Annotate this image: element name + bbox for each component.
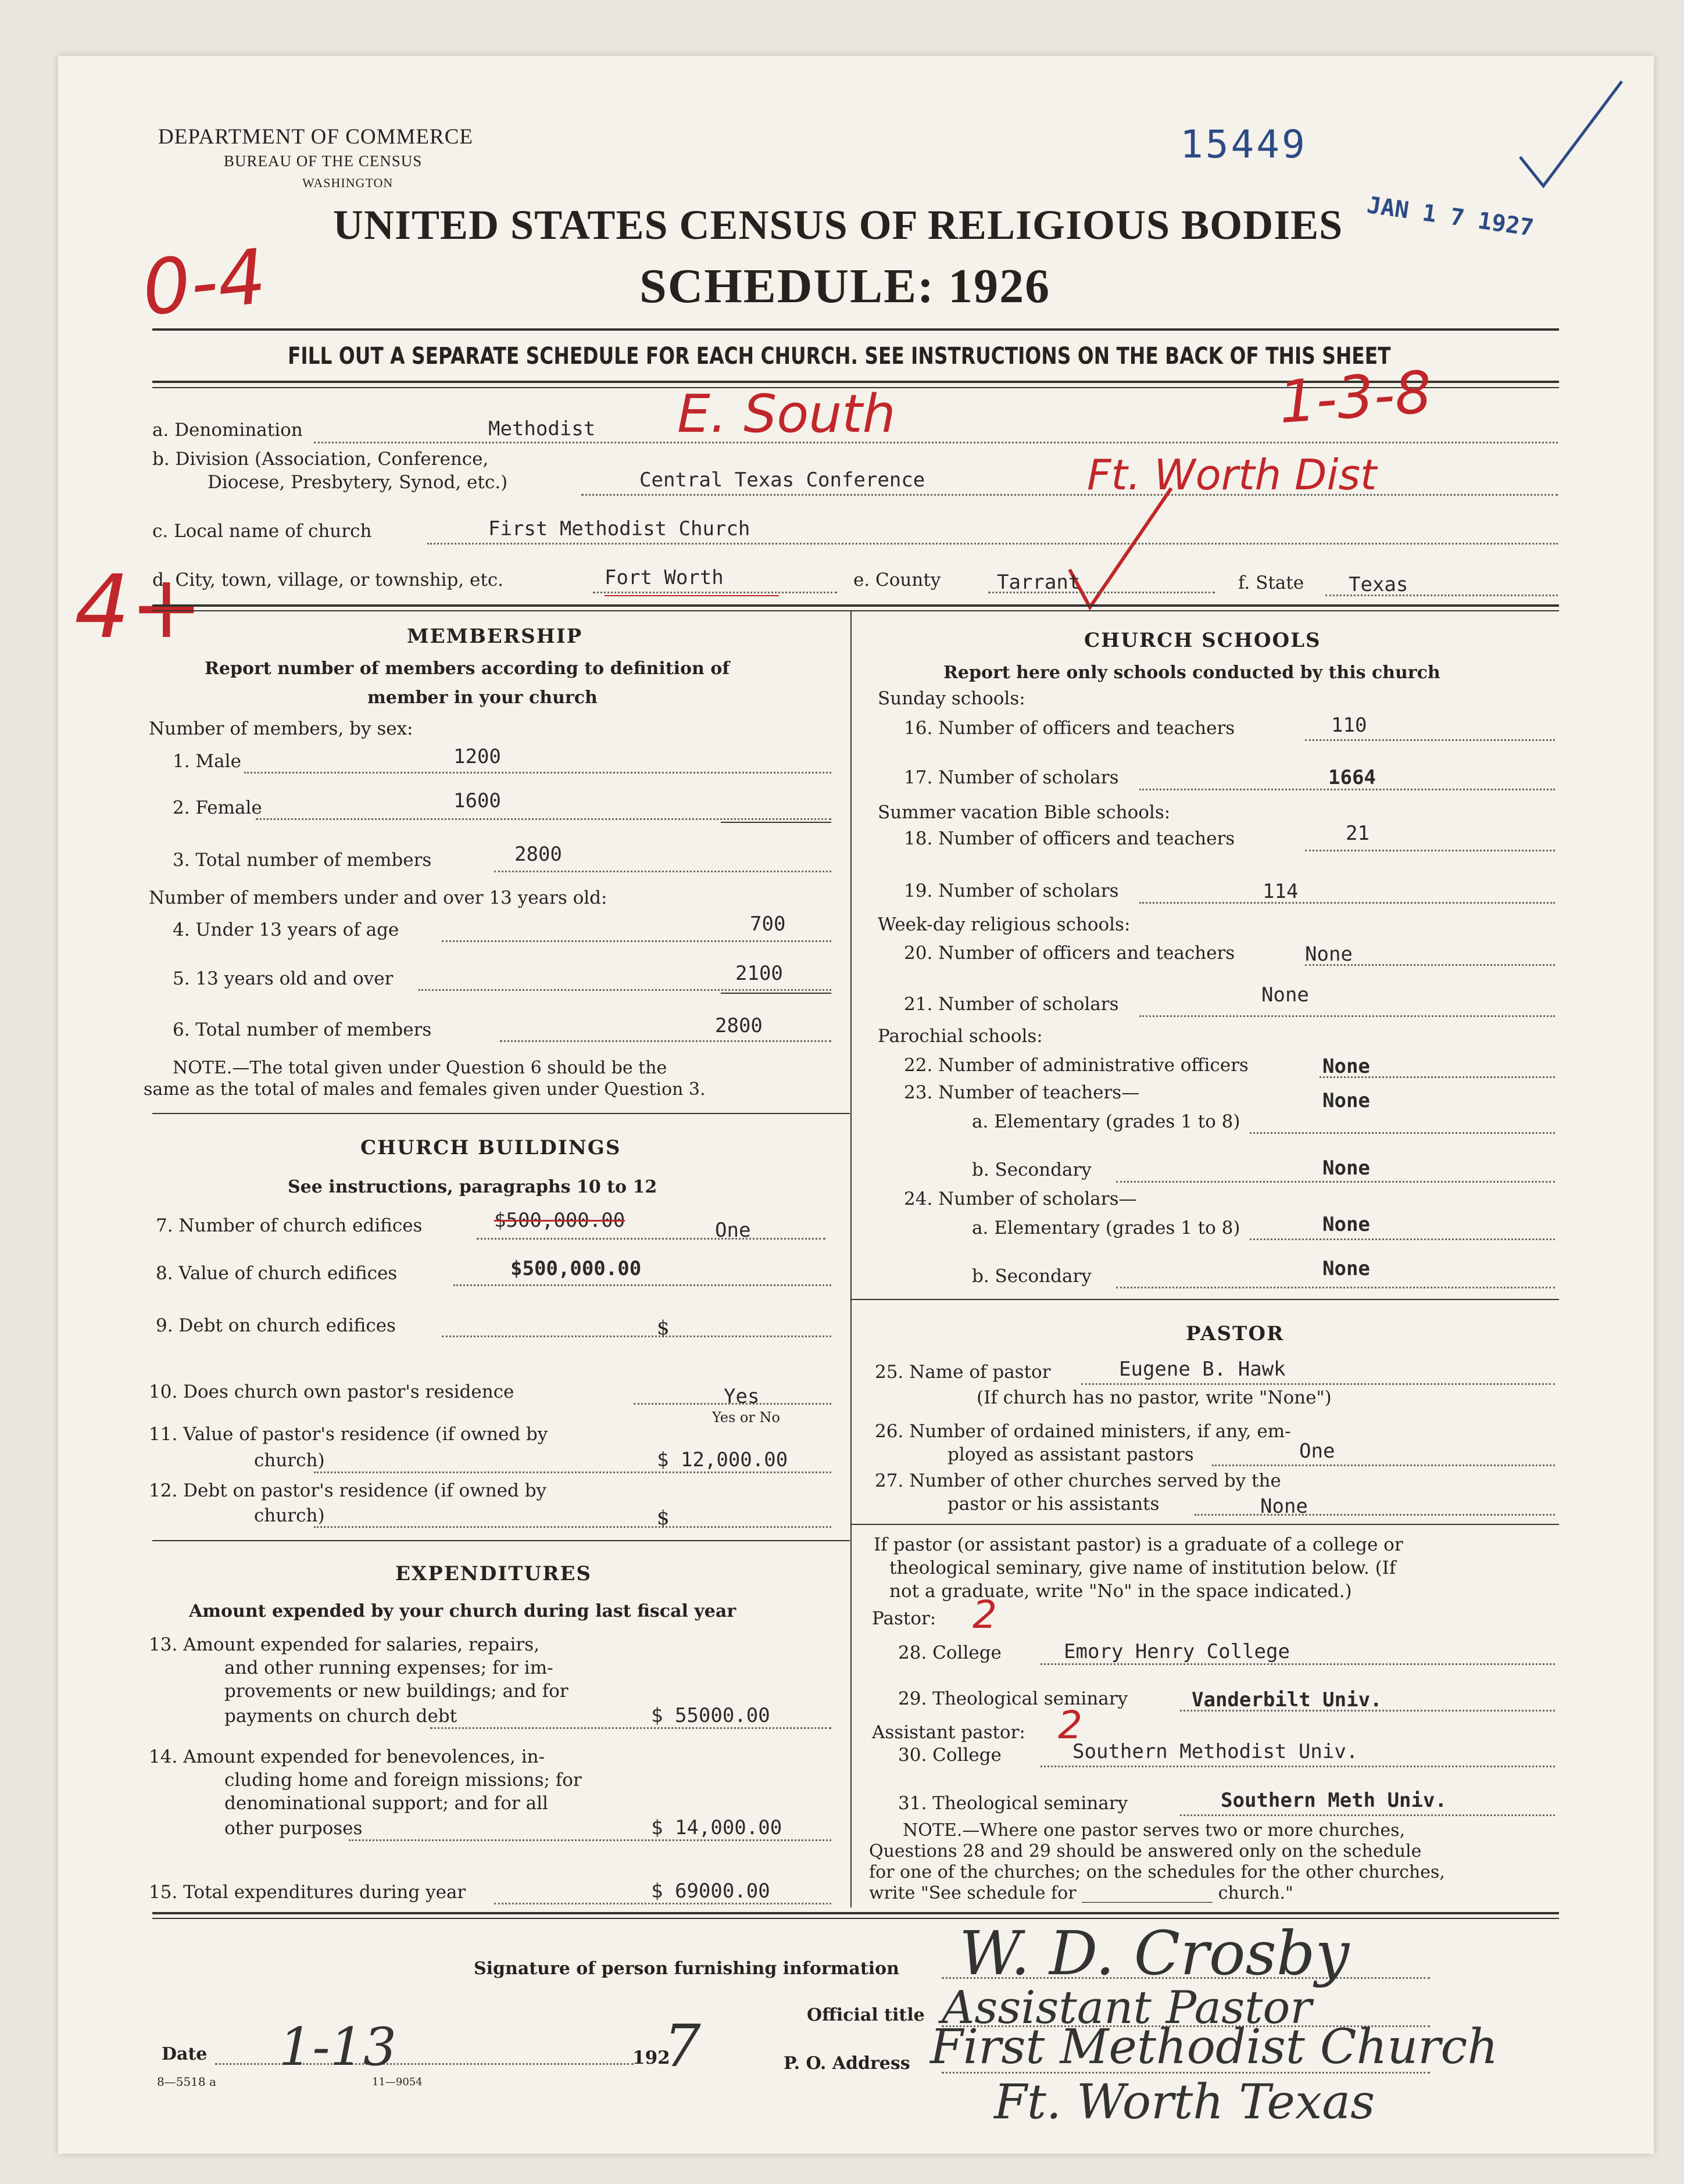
q24a-value: None [1322,1213,1370,1236]
q23b-value: None [1322,1157,1370,1180]
q10-hint: Yes or No [712,1409,780,1426]
q5-over-13-value: 2100 [735,962,783,985]
buildings-heading: CHURCH BUILDINGS [360,1136,621,1159]
pastor-annotation: 2 [972,1592,997,1637]
local-name-value: First Methodist Church [488,517,750,540]
q10-label: 10. Does church own pastor's residence [149,1381,514,1402]
q17-value: 1664 [1328,766,1376,789]
annotation-code-0-4: 0-4 [138,232,270,333]
membership-note-cont: same as the total of males and females given under Question 3. [144,1079,706,1100]
q11-label: 11. Value of pastor's residence (if owned by [149,1424,548,1445]
q7-struck-value: $500,000.00 [494,1209,625,1232]
instruction-banner: FILL OUT A SEPARATE SCHEDULE FOR EACH CHURCH. SEE INSTRUCTIONS ON THE BACK OF THIS SHEET [288,343,1391,370]
serial-number-stamp: 15449 [1180,122,1307,167]
q9-label: 9. Debt on church edifices [156,1315,396,1336]
q3-label: 3. Total number of members [173,850,432,871]
q24b-value: None [1322,1257,1370,1280]
q27-label: 27. Number of other churches served by the [875,1470,1281,1491]
q20-value: None [1305,943,1353,966]
q25-hint: (If church has no pastor, write "None") [977,1387,1332,1408]
q11-value: $ 12,000.00 [657,1448,788,1471]
q4-label: 4. Under 13 years of age [173,919,399,940]
city-value: Fort Worth [605,566,724,589]
q24a-label: a. Elementary (grades 1 to 8) [972,1218,1240,1238]
year-prefix: 192 [632,2047,670,2068]
q26-label-cont: ployed as assistant pastors [948,1444,1194,1465]
q1-label: 1. Male [173,751,241,772]
sunday-schools-label: Sunday schools: [878,688,1025,709]
q30-label: 30. College [898,1745,1002,1766]
signature-label: Signature of person furnishing information [474,1959,899,1979]
q18-label: 18. Number of officers and teachers [904,828,1235,849]
county-value: Tarrant [997,571,1081,594]
q19-value: 114 [1263,880,1299,903]
q22-value: None [1322,1055,1370,1078]
q13-line-1: 13. Amount expended for salaries, repairs, [149,1634,539,1655]
expenditures-heading: EXPENDITURES [395,1562,592,1585]
po-address-label: P. O. Address [784,2053,910,2074]
city-name: WASHINGTON [302,176,394,190]
q14-value: $ 14,000.00 [651,1816,782,1839]
q20-label: 20. Number of officers and teachers [904,943,1235,964]
q14-line-1: 14. Amount expended for benevolences, in- [149,1746,545,1767]
q13-line-2: and other running expenses; for im- [224,1657,553,1678]
q28-label: 28. College [898,1642,1002,1663]
q12-label-cont: church) [254,1505,325,1526]
po-address-line-2: Ft. Worth Texas [994,2075,1375,2130]
q2-label: 2. Female [173,797,262,818]
annotation-e-south: E. South [677,384,896,445]
q21-label: 21. Number of scholars [904,994,1119,1015]
form-number: 8—5518 a [157,2075,216,2089]
q15-value: $ 69000.00 [651,1879,770,1903]
pastor-note-1: NOTE.—Where one pastor serves two or more churches, [903,1820,1406,1841]
q7-label: 7. Number of church edifices [156,1215,423,1236]
q21-value: None [1261,983,1309,1007]
q23-label: 23. Number of teachers— [904,1082,1140,1103]
denomination-label: a. Denomination [152,420,303,441]
assistant-pastor-label: Assistant pastor: [872,1722,1025,1743]
state-value: Texas [1349,573,1408,596]
city-label: d. City, town, village, or township, etc. [152,570,504,590]
q8-label: 8. Value of church edifices [156,1263,398,1284]
q13-line-3: provements or new buildings; and for [224,1681,569,1702]
parochial-schools-label: Parochial schools: [878,1026,1043,1047]
form-title: UNITED STATES CENSUS OF RELIGIOUS BODIES [333,202,1343,248]
q17-label: 17. Number of scholars [904,767,1119,788]
q4-under-13-value: 700 [750,912,786,936]
department-name: DEPARTMENT OF COMMERCE [158,125,473,149]
q29-value: Vanderbilt Univ. [1192,1688,1382,1712]
print-number: 11—9054 [372,2076,423,2088]
weekday-schools-label: Week-day religious schools: [878,914,1131,935]
q6-label: 6. Total number of members [173,1019,432,1040]
membership-note: NOTE.—The total given under Question 6 should be the [173,1058,667,1078]
date-value: 1-13 [279,2017,397,2078]
q27-label-cont: pastor or his assistants [948,1494,1160,1515]
schedule-title: SCHEDULE: 1926 [639,259,1051,313]
q29-label: 29. Theological seminary [898,1688,1128,1709]
q12-value: $ [657,1506,670,1530]
buildings-intro: See instructions, paragraphs 10 to 12 [288,1177,657,1197]
graduate-intro-cont-2: not a graduate, write "No" in the space indicated.) [889,1581,1352,1602]
q14-line-4: other purposes [224,1818,363,1839]
division-label-cont: Diocese, Presbytery, Synod, etc.) [208,472,508,493]
q13-value: $ 55000.00 [651,1704,770,1727]
summer-schools-label: Summer vacation Bible schools: [878,802,1171,823]
annotation-ft-worth-dist: Ft. Worth Dist [1087,450,1377,499]
pastor-heading: PASTOR [1186,1322,1285,1345]
checkmark-icon [1511,76,1628,192]
q10-value: Yes [724,1385,760,1408]
q28-value: Emory Henry College [1064,1640,1290,1663]
q8-value: $500,000.00 [510,1257,642,1280]
q6-total-value: 2800 [715,1014,763,1037]
schools-heading: CHURCH SCHOOLS [1084,629,1321,652]
q16-label: 16. Number of officers and teachers [904,718,1235,739]
division-label: b. Division (Association, Conference, [152,449,489,470]
pastor-sub-label: Pastor: [872,1608,936,1629]
pastor-note-2: Questions 28 and 29 should be answered only on the schedule [869,1841,1422,1861]
denomination-value: Methodist [488,417,596,441]
signature-value: W. D. Crosby [959,1918,1350,1989]
q26-label: 26. Number of ordained ministers, if any, em- [875,1421,1291,1442]
state-label: f. State [1238,572,1304,593]
q18-value: 21 [1346,822,1370,845]
q30-value: Southern Methodist Univ. [1072,1740,1358,1763]
q2-female-value: 1600 [453,789,501,812]
q24-label: 24. Number of scholars— [904,1188,1137,1209]
q1-male-value: 1200 [453,745,501,768]
expenditures-intro: Amount expended by your church during last fiscal year [189,1601,736,1621]
q25-pastor-name: Eugene B. Hawk [1119,1358,1286,1381]
q9-value: $ [657,1316,670,1340]
members-by-sex-label: Number of members, by sex: [149,718,413,739]
official-title-label: Official title [807,2005,925,2025]
q5-label: 5. 13 years old and over [173,968,394,989]
membership-intro: Report number of members according to definition of [205,658,730,679]
q12-label: 12. Debt on pastor's residence (if owned by [149,1480,547,1501]
po-address-line-1: First Methodist Church [930,2020,1499,2075]
annotation-code-1-3-8: 1-3-8 [1277,357,1434,437]
q7-edifices-value: One [715,1219,751,1242]
q25-label: 25. Name of pastor [875,1362,1051,1383]
membership-intro-cont: member in your church [367,688,598,708]
age-intro-label: Number of members under and over 13 years old: [149,887,607,908]
received-date-stamp: JAN 1 7 1927 [1365,192,1536,242]
q14-line-2: cluding home and foreign missions; for [224,1770,582,1791]
local-name-label: c. Local name of church [152,521,372,542]
graduate-intro-cont: theological seminary, give name of institution below. (If [889,1558,1396,1578]
annotation-side-mark: 4+ [74,557,203,658]
pastor-note-3: for one of the churches; on the schedules for the other churches, [869,1862,1445,1882]
official-title-value: Assistant Pastor [942,1982,1312,2034]
year-value: 7 [664,2012,701,2080]
q3-total-value: 2800 [514,843,562,866]
graduate-intro: If pastor (or assistant pastor) is a graduate of a college or [874,1534,1403,1555]
schools-intro: Report here only schools conducted by this church [943,663,1440,683]
q31-label: 31. Theological seminary [898,1793,1128,1814]
q31-value: Southern Meth Univ. [1221,1789,1447,1812]
q27-value: None [1260,1495,1308,1518]
pastor-note-4: write "See schedule for _______________ church." [869,1883,1293,1903]
red-check-mark [1064,482,1180,616]
q19-label: 19. Number of scholars [904,880,1119,901]
assistant-pastor-annotation: 2 [1058,1703,1082,1748]
q11-label-cont: church) [254,1450,325,1471]
county-label: e. County [853,570,941,590]
division-value: Central Texas Conference [639,468,925,492]
date-label: Date [162,2044,208,2064]
q22-label: 22. Number of administrative officers [904,1055,1249,1076]
q15-label: 15. Total expenditures during year [149,1882,466,1903]
q23-value: None [1322,1089,1370,1112]
q13-line-4: payments on church debt [224,1706,457,1727]
q23a-label: a. Elementary (grades 1 to 8) [972,1111,1240,1132]
q23b-label: b. Secondary [972,1159,1092,1180]
q26-value: One [1299,1440,1335,1463]
q16-value: 110 [1331,714,1367,737]
membership-heading: MEMBERSHIP [407,625,583,648]
q14-line-3: denominational support; and for all [224,1793,548,1814]
q24b-label: b. Secondary [972,1266,1092,1287]
bureau-name: BUREAU OF THE CENSUS [224,152,423,170]
